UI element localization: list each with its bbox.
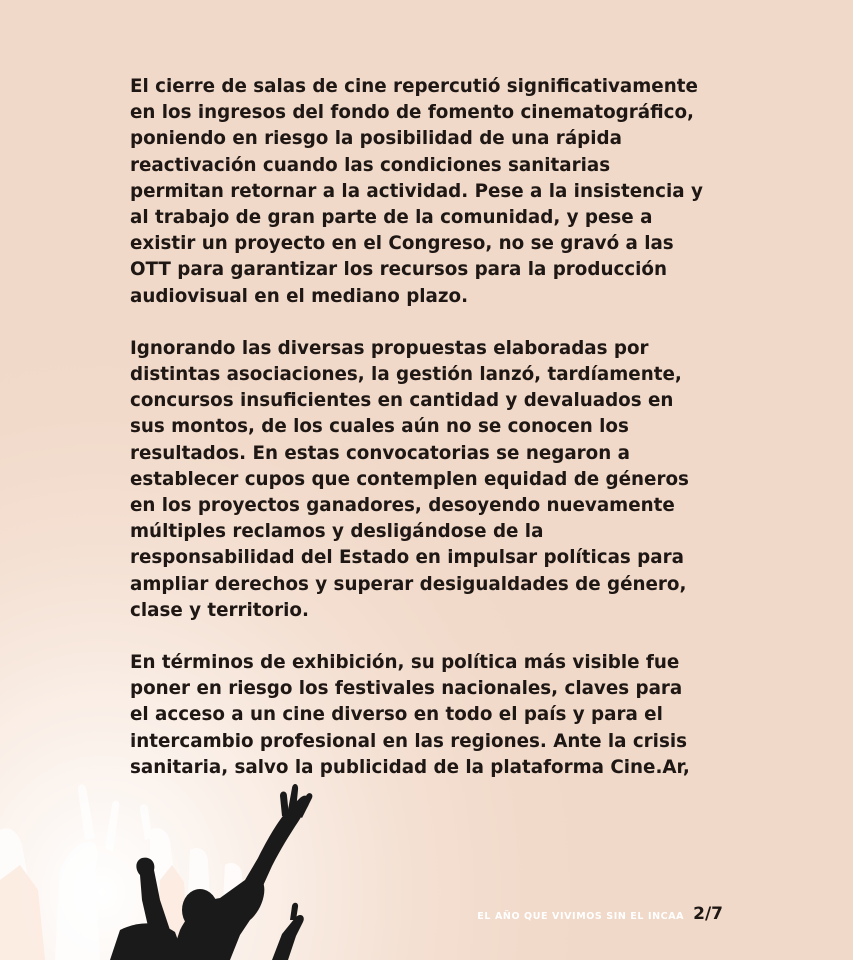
crowd-silhouette-illustration [0, 770, 360, 960]
page-number: 2/7 [693, 904, 723, 924]
article-body [130, 74, 740, 807]
paragraph-3: En términos de exhibición, su política más visible fue poner en riesgo los festivales nacionales, claves para el acceso a un cine diverso en todo el país y para el intercambio profesional en las regiones. Ante la crisis sanitaria, salvo la publicidad de la plataforma Cine.Ar, [130, 652, 690, 778]
footer-title: EL AÑO QUE VIVIMOS SIN EL INCAA [477, 911, 685, 922]
paragraph-1: El cierre de salas de cine repercutió significativamente en los ingresos del fondo de fomento cinematográfico, poniendo en riesgo la posibilidad de una rápida reactivación cuando las condiciones sanitarias permitan retornar a la actividad. Pese a la insistencia y al trabajo de gran parte de la comunidad, y pese a existir un proyecto en el Congreso, no se gravó a las OTT para garantizar los recursos para la producción audiovisual en el mediano plazo. [130, 76, 703, 307]
footer [477, 904, 723, 924]
paragraph-2: Ignorando las diversas propuestas elaboradas por distintas asociaciones, la gestión lanzó, tardíamente, concursos insuficientes en cantidad y devaluados en sus montos, de los cuales aún no se conocen los resultados. En estas convocatorias se negaron a establecer cupos que contemplen equidad de géneros en los proyectos ganadores, desoyendo nuevamente múltiples reclamos y desligándose de la responsabilidad del Estado en impulsar políticas para ampliar derechos y superar desigualdades de género, clase y territorio. [130, 337, 689, 621]
